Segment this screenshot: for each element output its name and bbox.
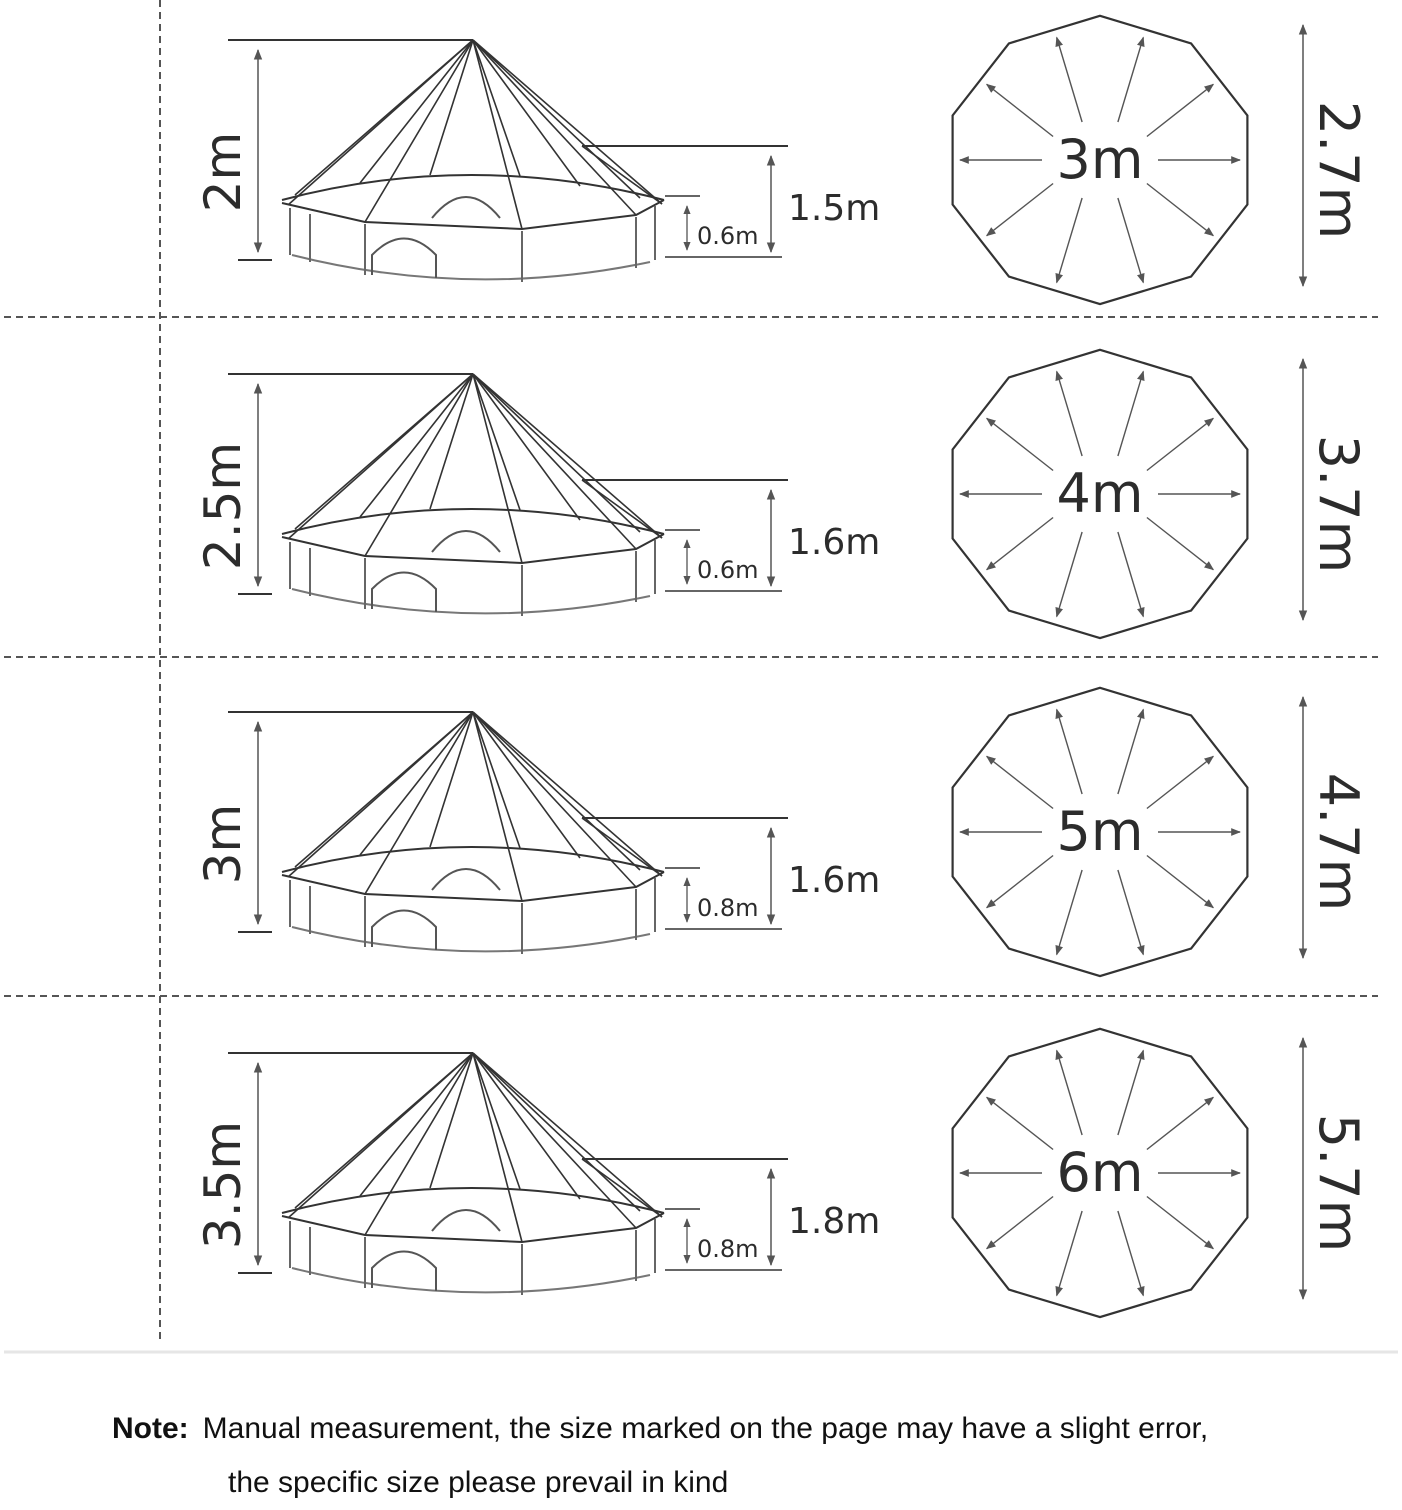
door-height-label: 0.6m xyxy=(697,222,759,250)
tent-side-panel xyxy=(582,146,662,204)
tent-roof-pole xyxy=(430,374,473,509)
tent-base xyxy=(292,927,650,951)
tent-roof-pole xyxy=(473,374,640,532)
tent-roof-pole xyxy=(473,40,640,198)
tent-height-label: 3m xyxy=(194,803,252,885)
floor-plan xyxy=(953,1029,1248,1317)
tent-rear-eave xyxy=(282,1188,664,1213)
door-height-label: 0.8m xyxy=(697,1235,759,1263)
tent-roof-pole xyxy=(360,40,473,183)
tent-rear-eave xyxy=(282,847,664,872)
span-label: 3.7m xyxy=(1307,434,1370,574)
note-line-1: Manual measurement, the size marked on the page may have a slight error, xyxy=(202,1412,1209,1445)
tent-roof-pole xyxy=(365,1053,473,1235)
tent-base xyxy=(292,589,650,613)
floor-diameter-label: 3m xyxy=(1056,128,1144,191)
tent-roof-pole xyxy=(473,712,580,858)
door-height-label: 0.8m xyxy=(697,894,759,922)
tent-roof-pole xyxy=(360,374,473,517)
tent-rear-door xyxy=(432,531,500,552)
tent-roof-pole xyxy=(365,40,473,222)
tent-front-eave xyxy=(282,872,664,901)
tent-rear-door xyxy=(432,1210,500,1231)
tent-side-view xyxy=(282,40,664,282)
floor-diameter-label: 4m xyxy=(1056,462,1144,525)
floor-diameter-label: 5m xyxy=(1056,800,1144,863)
span-label: 2.7m xyxy=(1307,100,1370,240)
size-row xyxy=(194,688,1370,976)
tent-side-panel xyxy=(582,1159,662,1217)
tent-side-panel xyxy=(582,480,662,538)
wall-height-label: 1.6m xyxy=(788,860,881,901)
span-label: 5.7m xyxy=(1307,1113,1370,1253)
size-row xyxy=(194,16,1370,304)
note-label: Note: xyxy=(112,1412,189,1445)
tent-roof-pole xyxy=(473,40,580,186)
tent-height-label: 2m xyxy=(194,131,252,213)
tent-roof-pole xyxy=(473,1053,580,1199)
tent-side-panel xyxy=(582,818,662,876)
floor-plan xyxy=(953,16,1248,304)
tent-rear-eave xyxy=(282,175,664,200)
tent-front-eave xyxy=(282,1213,664,1242)
tent-front-eave xyxy=(282,534,664,563)
tent-roof-pole xyxy=(430,1053,473,1188)
floor-plan xyxy=(953,350,1248,638)
tent-roof-pole xyxy=(360,712,473,855)
tent-front-eave xyxy=(282,200,664,229)
tent-roof-pole xyxy=(473,1053,640,1211)
size-row xyxy=(194,350,1370,638)
tent-roof-pole xyxy=(430,40,473,175)
tent-roof-pole xyxy=(473,712,640,870)
floor-plan xyxy=(953,688,1248,976)
door-height-label: 0.6m xyxy=(697,556,759,584)
note-line-2: the specific size please prevail in kind xyxy=(228,1466,729,1499)
wall-height-label: 1.8m xyxy=(788,1201,881,1242)
tent-base xyxy=(292,1268,650,1292)
measurement-note xyxy=(112,1402,1372,1510)
wall-height-label: 1.6m xyxy=(788,522,881,563)
tent-roof-pole xyxy=(365,712,473,894)
tent-rear-door xyxy=(432,869,500,890)
tent-roof-pole xyxy=(430,712,473,847)
tent-rear-door xyxy=(432,197,500,218)
tent-side-view xyxy=(282,1053,664,1295)
tent-rear-eave xyxy=(282,509,664,534)
tent-roof-pole xyxy=(360,1053,473,1196)
tent-side-view xyxy=(282,374,664,616)
tent-height-label: 2.5m xyxy=(194,441,252,571)
tent-base xyxy=(292,255,650,279)
span-label: 4.7m xyxy=(1307,772,1370,912)
tent-roof-pole xyxy=(365,374,473,556)
tent-height-label: 3.5m xyxy=(194,1120,252,1250)
floor-diameter-label: 6m xyxy=(1056,1141,1144,1204)
wall-height-label: 1.5m xyxy=(788,188,881,229)
tent-side-view xyxy=(282,712,664,954)
tent-roof-pole xyxy=(473,374,580,520)
size-row xyxy=(194,1029,1370,1317)
